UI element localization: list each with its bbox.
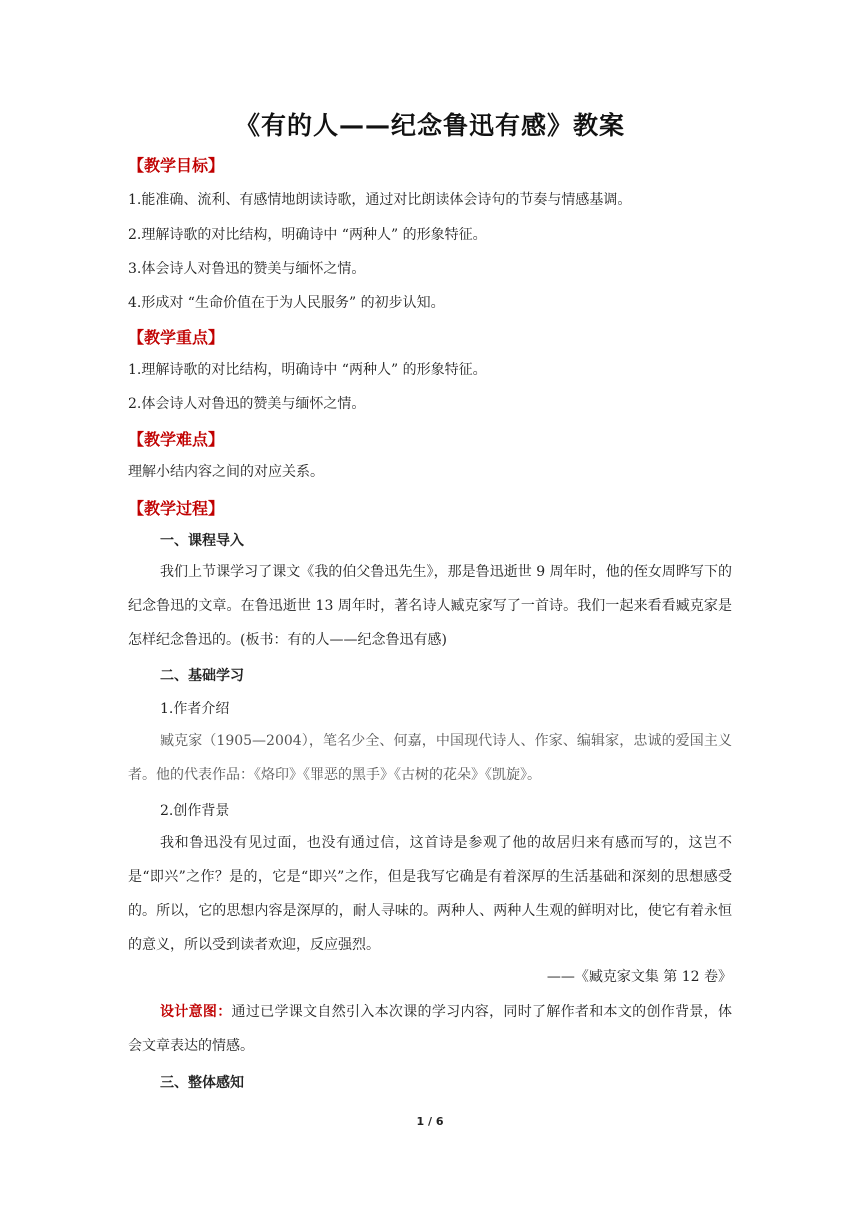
section-title-intro: 一、课程导入 — [160, 533, 244, 549]
objective-item: 3.体会诗人对鲁迅的赞美与缅怀之情。 — [128, 261, 366, 277]
objective-item: 1.能准确、流利、有感情地朗读诗歌，通过对比朗读体会诗句的节奏与情感基调。 — [128, 192, 632, 208]
section-title-overview: 三、整体感知 — [160, 1075, 244, 1091]
difficulty-text: 理解小结内容之间的对应关系。 — [128, 464, 324, 480]
objective-item: 2.理解诗歌的对比结构，明确诗中 “两种人” 的形象特征。 — [128, 227, 487, 243]
design-intent-paragraph — [128, 995, 732, 1063]
difficulties-heading: 【教学难点】 — [128, 430, 225, 449]
author-intro-label: 1.作者介绍 — [160, 701, 230, 717]
background-paragraph: 我和鲁迅没有见过面，也没有通过信，这首诗是参观了他的故居归来有感而写的，这岂不是“即兴”之作？是的，它是“即兴”之作，但是我写它确是有着深厚的生活基础和深刻的思想感受的。所以，它的思想内容是深厚的，耐人寻味的。两种人、两种人生观的鲜明对比，使它有着永恒的意义，所以受到读者欢迎，反应强烈。 — [128, 835, 732, 953]
objectives-heading: 【教学目标】 — [128, 156, 225, 175]
design-intent-text: 通过已学课文自然引入本次课的学习内容，同时了解作者和本文的创作背景，体会文章表达的情感。 — [128, 1004, 733, 1054]
background-label: 2.创作背景 — [160, 803, 230, 819]
objective-item: 4.形成对 “生命价值在于为人民服务” 的初步认知。 — [128, 295, 445, 311]
key-points-heading: 【教学重点】 — [128, 328, 225, 347]
citation: ——《臧克家文集 第 12 卷》 — [546, 969, 732, 985]
key-point-item: 1.理解诗歌的对比结构，明确诗中 “两种人” 的形象特征。 — [128, 362, 487, 378]
design-intent-label: 设计意图： — [160, 1004, 232, 1020]
page-number: 1 / 6 — [416, 1115, 444, 1128]
document-title: 《有的人——纪念鲁迅有感》教案 — [234, 111, 625, 140]
intro-paragraph: 我们上节课学习了课文《我的伯父鲁迅先生》，那是鲁迅逝世 9 周年时，他的侄女周晔写下的纪念鲁迅的文章。在鲁迅逝世 13 周年时，著名诗人臧克家写了一首诗。我们一起来看看臧克家是怎样纪念鲁迅的。(板书：有的人——纪念鲁迅有感) — [128, 564, 732, 648]
section-title-basics: 二、基础学习 — [160, 668, 244, 684]
key-point-item: 2.体会诗人对鲁迅的赞美与缅怀之情。 — [128, 396, 366, 412]
author-intro-paragraph: 臧克家（1905—2004），笔名少全、何嘉，中国现代诗人、作家、编辑家，忠诚的爱国主义者。他的代表作品：《烙印》《罪恶的黑手》《古树的花朵》《凯旋》。 — [128, 733, 732, 783]
process-heading: 【教学过程】 — [128, 499, 225, 518]
